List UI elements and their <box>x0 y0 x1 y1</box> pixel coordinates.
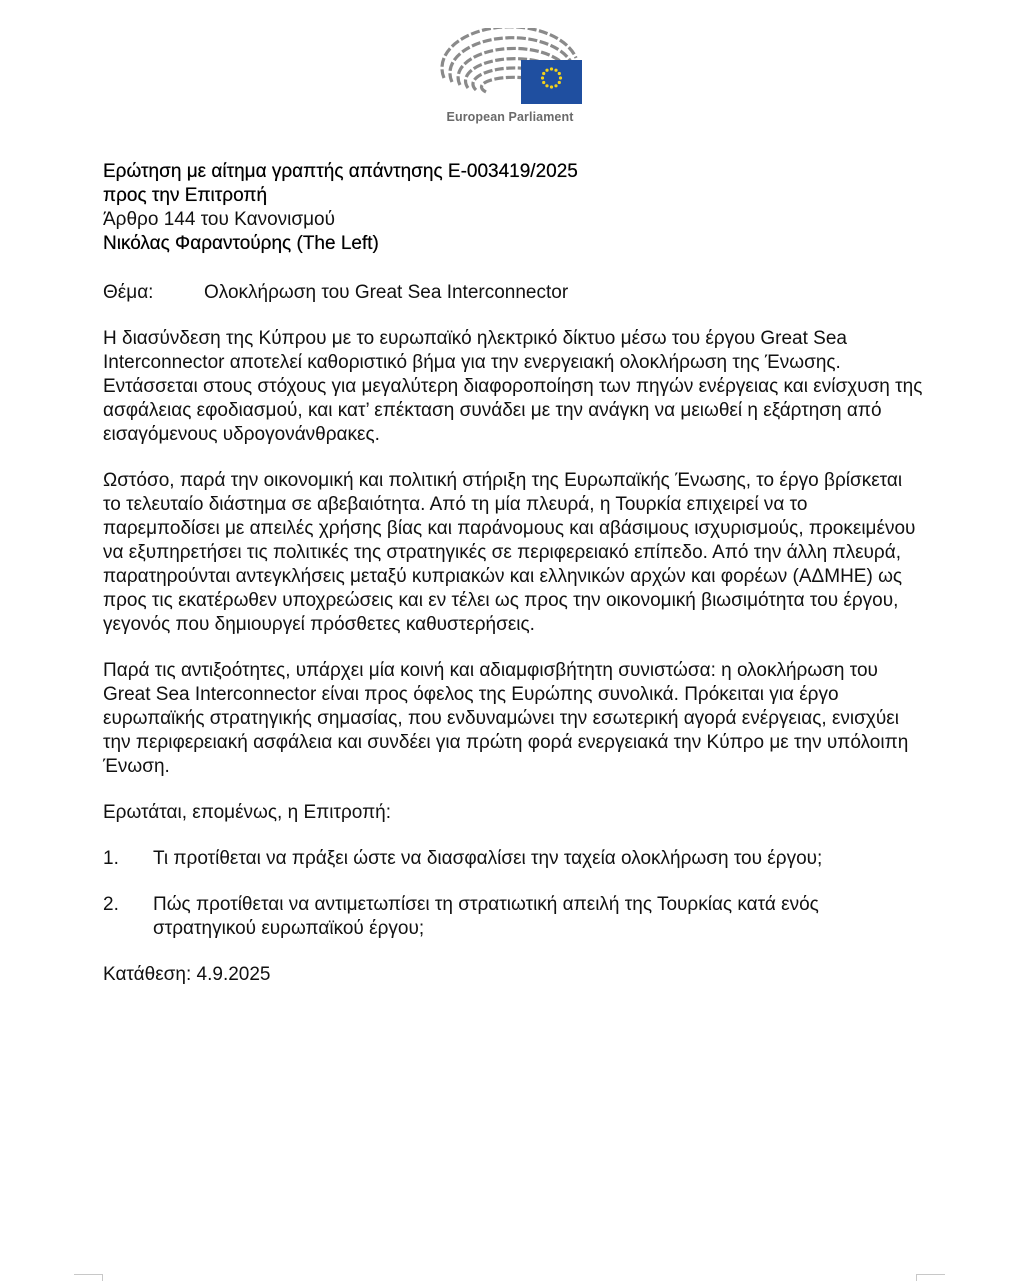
paragraph-text: Η διασύνδεση της Κύπρου με το ευρωπαϊκό ηλεκτρικό δίκτυο μέσω του έργου Great Sea Interconnector αποτελεί καθοριστικό βήμα για την ενεργειακή ολοκλήρωση της Ένωσης. Εντάσσεται στους στόχους για μεγαλύτερη διαφοροποίηση των πηγών ενέργειας και ενίσχυση της ασφάλειας εφοδιασμού, και κατ’ επέκταση συνάδει με την ανάγκη να μειωθεί η εξάρτηση από εισαγόμενους υδρογονάνθρακες. <box>103 328 923 445</box>
document-body <box>103 160 923 987</box>
subject-value: Ολοκλήρωση του Great Sea Interconnector <box>204 282 569 303</box>
question-reference: Ερώτηση με αίτημα γραπτής απάντησης E-003419/2025 <box>103 161 578 182</box>
european-parliament-hemicycle-icon <box>436 28 584 108</box>
subject-line <box>103 281 923 305</box>
question-header <box>103 160 923 256</box>
subject-label: Θέμα: <box>103 282 154 303</box>
addressee: προς την Επιτροπή <box>103 185 268 206</box>
paragraph-3 <box>103 659 923 779</box>
question-item <box>103 893 923 941</box>
european-parliament-logo <box>436 28 584 128</box>
author: Νικόλας Φαραντούρης (The Left) <box>103 233 379 254</box>
paragraph-1 <box>103 327 923 447</box>
paragraph-text: Ωστόσο, παρά την οικονομική και πολιτική στήριξη της Ευρωπαϊκής Ένωσης, το έργο βρίσκεται το τελευταίο διάστημα σε αβεβαιότητα. Από τη μία πλευρά, η Τουρκία επιχειρεί να το παρεμποδίσει με απειλές χρήσης βίας και παράνομους και αβάσιμους ισχυρισμούς, προκειμένου να εξυπηρετήσει τις πολιτικές της στρατηγικές σε περιφερειακό επίπεδο. Από την άλλη πλευρά, παρατηρούνται αντεγκλήσεις μεταξύ κυπριακών και ελληνικών αρχών και φορέων (ΑΔΜΗΕ) ως προς τις εκατέρωθεν υποχρεώσεις και εν τέλει ως προς την οικονομική βιωσιμότητα του έργου, γεγονός που δημιουργεί πρόσθετες καθυστερήσεις. <box>103 470 916 635</box>
eu-flag-icon <box>521 60 582 104</box>
questions-list <box>103 847 923 941</box>
question-text: Πώς προτίθεται να αντιμετωπίσει τη στρατιωτική απειλή της Τουρκίας κατά ενός στρατηγικού ευρωπαϊκού έργου; <box>153 894 819 939</box>
question-number: 2. <box>103 894 119 915</box>
rule-reference: Άρθρο 144 του Κανονισμού <box>103 209 336 230</box>
question-text: Τι προτίθεται να πράξει ώστε να διασφαλίσει την ταχεία ολοκλήρωση του έργου; <box>153 848 823 869</box>
question-item <box>103 847 923 871</box>
question-number: 1. <box>103 848 119 869</box>
filing-date: Κατάθεση: 4.9.2025 <box>103 964 271 985</box>
paragraph-2 <box>103 469 923 637</box>
paragraph-text: Παρά τις αντιξοότητες, υπάρχει μία κοινή και αδιαμφισβήτητη συνιστώσα: η ολοκλήρωση του Great Sea Interconnector είναι προς όφελος της Ευρώπης συνολικά. Πρόκειται για έργο ευρωπαϊκής στρατηγικής σημασίας, που ενδυναμώνει την εσωτερική αγορά ενέργειας, ενισχύει την περιφερειακή ασφάλεια και συνδέει για πρώτη φορά ενεργειακά την Κύπρο με την υπόλοιπη Ένωση. <box>103 660 909 777</box>
logo-text: European Parliament <box>446 110 574 124</box>
questions-intro: Ερωτάται, επομένως, η Επιτροπή: <box>103 802 392 823</box>
